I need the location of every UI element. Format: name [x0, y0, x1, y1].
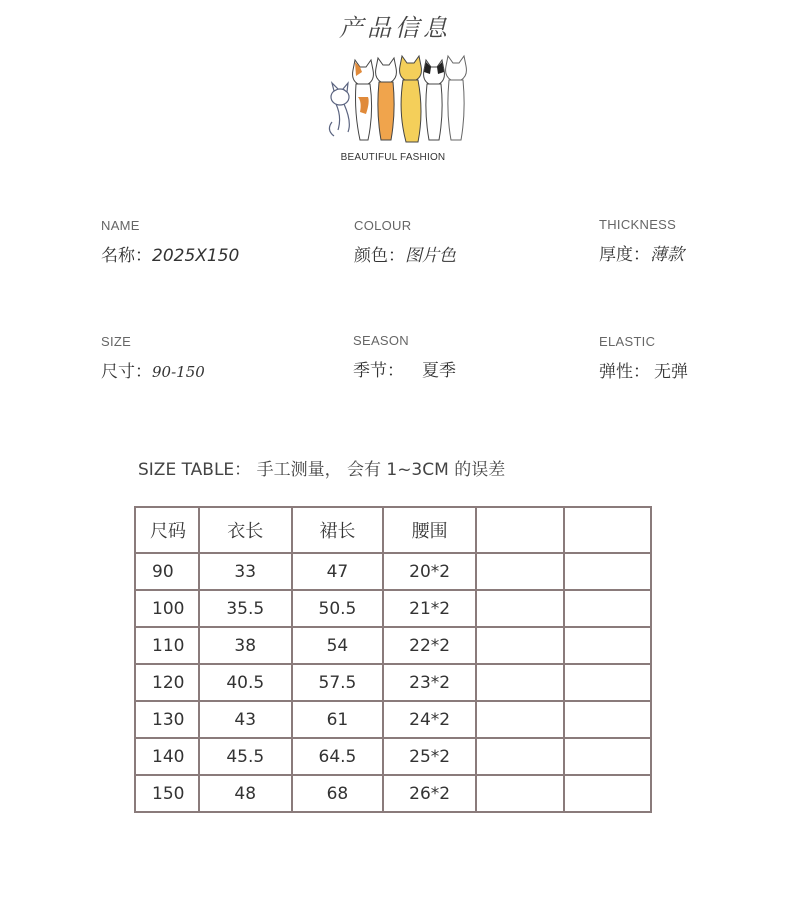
table-header-cell: 衣长 — [199, 507, 292, 553]
table-row — [135, 590, 651, 627]
table-cell: 48 — [199, 775, 292, 812]
logo-text: BEAUTIFUL FASHION — [340, 152, 446, 163]
attr-thickness-label: 厚度： — [599, 245, 650, 265]
page-title: 产品信息 — [339, 14, 451, 42]
table-cell: 25*2 — [383, 738, 476, 775]
attr-colour-en: COLOUR — [354, 218, 412, 233]
table-header-cell: 尺码 — [135, 507, 199, 553]
table-cell: 64.5 — [292, 738, 384, 775]
table-cell: 47 — [292, 553, 384, 590]
attr-colour — [354, 218, 456, 266]
attr-size-value: 90-150 — [152, 363, 205, 381]
brand-logo — [318, 52, 468, 170]
attr-size — [101, 334, 205, 382]
attr-name-value: 2025X150 — [152, 246, 240, 266]
table-row — [135, 701, 651, 738]
attr-elastic-en: ELASTIC — [599, 334, 656, 349]
table-cell — [476, 627, 564, 664]
table-row — [135, 738, 651, 775]
table-cell — [476, 738, 564, 775]
table-header-cell: 裙长 — [292, 507, 384, 553]
table-cell: 68 — [292, 775, 384, 812]
size-table — [134, 506, 652, 813]
attr-thickness — [599, 217, 684, 265]
table-cell: 120 — [135, 664, 199, 701]
table-cell: 54 — [292, 627, 384, 664]
attr-season-en: SEASON — [353, 333, 409, 348]
attr-name — [101, 218, 239, 266]
table-row — [135, 664, 651, 701]
table-cell — [476, 664, 564, 701]
table-cell: 50.5 — [292, 590, 384, 627]
table-cell — [476, 553, 564, 590]
attr-elastic-label: 弹性： — [599, 362, 650, 382]
table-cell: 61 — [292, 701, 384, 738]
table-cell: 90 — [135, 553, 199, 590]
attr-season-value: 夏季 — [422, 361, 456, 381]
attr-thickness-value: 薄款 — [650, 245, 684, 265]
table-cell — [564, 664, 651, 701]
table-row — [135, 627, 651, 664]
table-header-row — [135, 507, 651, 553]
table-cell — [564, 738, 651, 775]
attr-size-label: 尺寸： — [101, 362, 152, 382]
table-header-cell — [476, 507, 564, 553]
table-cell — [564, 553, 651, 590]
table-header-cell — [564, 507, 651, 553]
attr-size-en: SIZE — [101, 334, 132, 349]
attr-season — [353, 333, 456, 381]
table-cell: 22*2 — [383, 627, 476, 664]
table-cell: 140 — [135, 738, 199, 775]
table-row — [135, 553, 651, 590]
attr-season-label: 季节： — [353, 361, 404, 381]
table-cell: 26*2 — [383, 775, 476, 812]
table-cell: 20*2 — [383, 553, 476, 590]
table-cell — [564, 775, 651, 812]
attr-name-label: 名称： — [101, 246, 152, 266]
table-cell — [476, 590, 564, 627]
table-cell: 45.5 — [199, 738, 292, 775]
attr-thickness-en: THICKNESS — [599, 217, 677, 232]
table-cell — [476, 775, 564, 812]
size-table-heading: SIZE TABLE： 手工测量， 会有 1~3CM 的误差 — [138, 460, 506, 480]
table-header-cell: 腰围 — [383, 507, 476, 553]
table-cell: 43 — [199, 701, 292, 738]
table-cell — [564, 590, 651, 627]
table-cell: 130 — [135, 701, 199, 738]
attr-elastic-value: 无弹 — [654, 362, 688, 382]
table-cell: 57.5 — [292, 664, 384, 701]
table-cell: 110 — [135, 627, 199, 664]
table-cell: 40.5 — [199, 664, 292, 701]
table-cell — [476, 701, 564, 738]
table-cell: 33 — [199, 553, 292, 590]
attr-elastic — [599, 334, 688, 382]
table-cell — [564, 701, 651, 738]
table-cell: 38 — [199, 627, 292, 664]
table-row — [135, 775, 651, 812]
table-cell: 21*2 — [383, 590, 476, 627]
table-cell: 23*2 — [383, 664, 476, 701]
attr-name-en: NAME — [101, 218, 140, 233]
table-cell: 24*2 — [383, 701, 476, 738]
table-cell: 150 — [135, 775, 199, 812]
table-cell — [564, 627, 651, 664]
cats-illustration-icon — [318, 52, 468, 152]
attr-colour-label: 颜色： — [354, 246, 405, 266]
table-cell: 35.5 — [199, 590, 292, 627]
attr-colour-value: 图片色 — [405, 246, 456, 266]
table-cell: 100 — [135, 590, 199, 627]
